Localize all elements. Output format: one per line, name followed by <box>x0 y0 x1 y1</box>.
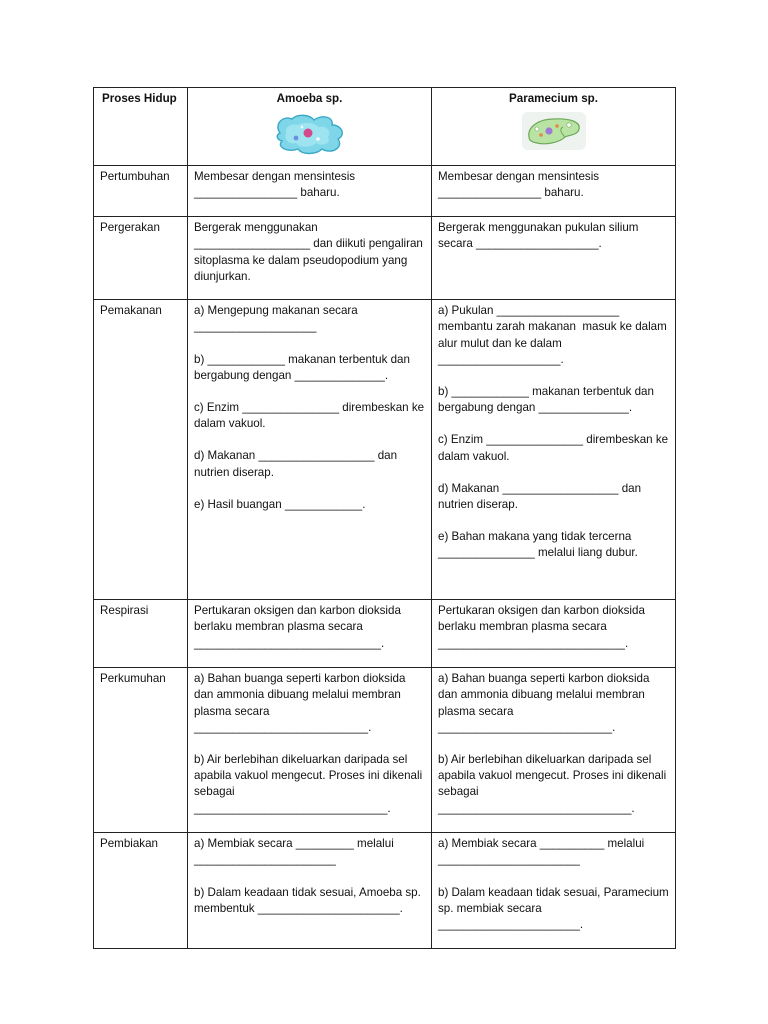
row-pemakanan <box>94 300 676 600</box>
label-pemakanan <box>94 300 188 600</box>
amoeba-pertumbuhan <box>188 166 432 217</box>
paramecium-item-a: a) Membiak secara __________ melalui ______________________ <box>438 837 648 867</box>
amoeba-pembiakan <box>188 833 432 949</box>
amoeba-item-a: a) Mengepung makanan secara ___________________ <box>194 304 361 334</box>
amoeba-perkumuhan <box>188 668 432 833</box>
paramecium-text: Bergerak menggunakan pukulan silium secara ___________________. <box>438 221 642 251</box>
header-paramecium <box>432 88 676 166</box>
amoeba-item-b: b) Dalam keadaan tidak sesuai, Amoeba sp. membentuk ______________________. <box>194 885 425 915</box>
paramecium-item-a: a) Bahan buanga seperti karbon dioksida dan ammonia dibuang melalui membran plasma secara ___________________________. <box>438 672 653 734</box>
header-row <box>94 88 676 166</box>
amoeba-item-b: b) ____________ makanan terbentuk dan bergabung dengan ______________. <box>194 352 414 382</box>
label-perkumuhan <box>94 668 188 833</box>
paramecium-illustration <box>521 111 587 151</box>
amoeba-item-a: a) Bahan buanga seperti karbon dioksida dan ammonia dibuang melalui membran plasma secara ___________________________. <box>194 672 409 734</box>
paramecium-text: Pertukaran oksigen dan karbon dioksida berlaku membran plasma secara _____________________________. <box>438 604 649 650</box>
amoeba-text: Membesar dengan mensintesis ________________ baharu. <box>194 170 359 200</box>
label-pertumbuhan <box>94 166 188 217</box>
amoeba-pemakanan <box>188 300 432 600</box>
label-pembiakan <box>94 833 188 949</box>
amoeba-item-b: b) Air berlebihan dikeluarkan daripada sel apabila vakuol mengecut. Proses ini dikenali sebagai ______________________________. <box>194 753 426 815</box>
paramecium-item-b: b) ____________ makanan terbentuk dan bergabung dengan ______________. <box>438 385 658 415</box>
amoeba-pergerakan <box>188 217 432 300</box>
amoeba-item-d: d) Makanan __________________ dan nutrien diserap. <box>194 449 401 479</box>
header-process-label: Proses Hidup <box>102 92 177 105</box>
paramecium-item-b: b) Dalam keadaan tidak sesuai, Paramecium sp. membiak secara ______________________. <box>438 885 672 932</box>
label-respirasi <box>94 600 188 668</box>
row-label: Respirasi <box>100 604 149 618</box>
row-label: Perkumuhan <box>100 672 166 686</box>
amoeba-text: Bergerak menggunakan __________________ dan diikuti pengaliran sitoplasma ke dalam pseudopodium yang diunjurkan. <box>194 221 427 283</box>
paramecium-respirasi <box>432 600 676 668</box>
paramecium-pembiakan <box>432 833 676 949</box>
row-label: Pertumbuhan <box>100 170 170 184</box>
label-pergerakan <box>94 217 188 300</box>
header-process <box>94 88 188 166</box>
paramecium-pergerakan <box>432 217 676 300</box>
amoeba-item-e: e) Hasil buangan ____________. <box>194 497 366 511</box>
header-paramecium-label: Paramecium sp. <box>509 92 598 105</box>
paramecium-item-d: d) Makanan __________________ dan nutrien diserap. <box>438 481 645 512</box>
paramecium-item-a: a) Pukulan ___________________ membantu zarah makanan masuk ke dalam alur mulut dan ke dalam ___________________. <box>438 304 671 366</box>
header-amoeba-label: Amoeba sp. <box>276 92 343 105</box>
row-label: Pergerakan <box>100 221 160 235</box>
amoeba-item-c: c) Enzim _______________ dirembeskan ke dalam vakuol. <box>194 401 428 431</box>
row-label: Pembiakan <box>100 837 159 851</box>
paramecium-item-c: c) Enzim _______________ dirembeskan ke dalam vakuol. <box>438 433 672 463</box>
paramecium-perkumuhan <box>432 668 676 833</box>
amoeba-text: Pertukaran oksigen dan karbon dioksida berlaku membran plasma secara _____________________________. <box>194 604 405 650</box>
paramecium-item-b: b) Air berlebihan dikeluarkan daripada sel apabila vakuol mengecut. Proses ini dikenali sebagai ______________________________. <box>438 753 670 815</box>
row-perkumuhan <box>94 668 676 833</box>
paramecium-pertumbuhan <box>432 166 676 217</box>
row-respirasi <box>94 600 676 668</box>
worksheet-table <box>93 87 676 949</box>
amoeba-item-a: a) Membiak secara _________ melalui ______________________ <box>194 837 398 867</box>
amoeba-illustration <box>272 111 348 157</box>
paramecium-item-e: e) Bahan makana yang tidak tercerna _______________ melalui liang dubur. <box>438 530 638 560</box>
paramecium-text: Membesar dengan mensintesis ________________ baharu. <box>438 170 603 200</box>
row-pergerakan <box>94 217 676 300</box>
row-label: Pemakanan <box>100 304 162 318</box>
row-pembiakan <box>94 833 676 949</box>
row-pertumbuhan <box>94 166 676 217</box>
amoeba-respirasi <box>188 600 432 668</box>
header-amoeba <box>188 88 432 166</box>
paramecium-pemakanan <box>432 300 676 600</box>
